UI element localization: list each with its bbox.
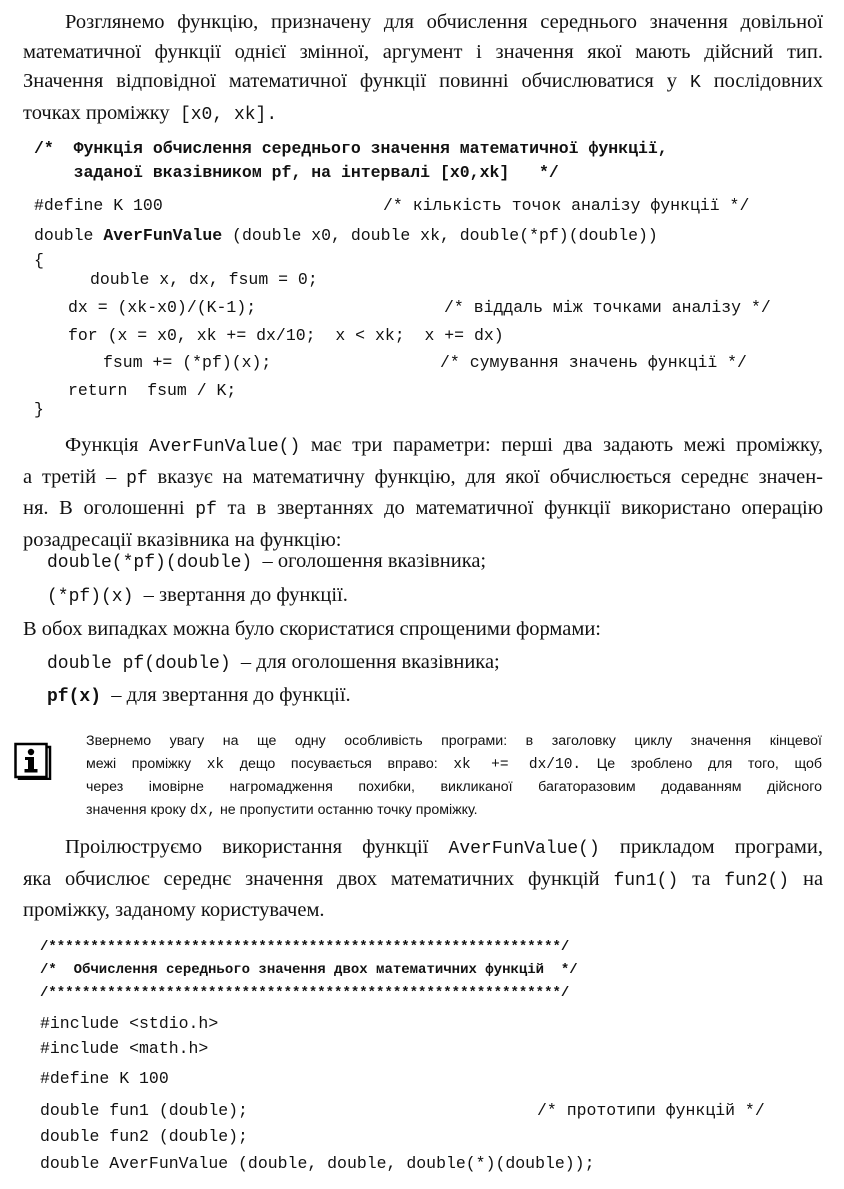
code2-proto-comment: /* прототипи функцій */ xyxy=(537,1101,765,1120)
code1-signature: double AverFunValue (double x0, double xk, double(*pf)(double)) xyxy=(34,226,658,245)
intro-line-3: Значення відповідної математичної функції повинні обчислюватися у K послідовних xyxy=(23,70,823,93)
code1-open-brace: { xyxy=(34,251,44,270)
intro-line-4: точках проміжку [x0, xk]. xyxy=(23,101,278,125)
code2-proto-fun2: double fun2 (double); xyxy=(40,1127,248,1146)
code1-line-3: for (x = x0, xk += dx/10; x < xk; x += dx) xyxy=(68,326,504,345)
note-text xyxy=(86,730,822,822)
code-interval: [x0, xk]. xyxy=(179,104,278,125)
para3-line-1: Проілюструємо використання функції AverFunValue() прикладом програми, xyxy=(65,836,823,859)
para2-line-4: розадресації вказівника на функцію: xyxy=(23,528,342,551)
code1-line-4-comment: /* сумування значень функції */ xyxy=(440,353,747,372)
code2-stars-top: /*************************************************************/ xyxy=(40,939,570,955)
code2-include-stdio: #include <stdio.h> xyxy=(40,1014,219,1033)
code2-stars-bottom: /*************************************************************/ xyxy=(40,985,570,1001)
code2-proto-aver: double AverFunValue (double, double, double(*)(double)); xyxy=(40,1154,595,1173)
para2-line-1: Функція AverFunValue() має три параметри: перші два задають межі проміжку, xyxy=(65,434,824,457)
item-simple-call: pf(x) – для звертання до функції. xyxy=(47,684,351,707)
code1-line-1: double x, dx, fsum = 0; xyxy=(90,270,318,289)
paragraph-2 xyxy=(23,431,823,555)
code1-line-4: fsum += (*pf)(x); xyxy=(103,353,272,372)
code2-title: /* Обчислення середнього значення двох математичних функцій */ xyxy=(40,962,578,978)
info-icon xyxy=(14,738,52,780)
code1-define: #define K 100 xyxy=(34,196,163,215)
note-line-1: Звернемо увагу на ще одну особливість програми: в заголовку циклу значення кінцевої xyxy=(86,733,822,749)
function-name: AverFunValue xyxy=(103,226,223,245)
item-call: (*pf)(x) – звертання до функції. xyxy=(47,584,348,607)
code1-define-comment: /* кількість точок аналізу функції */ xyxy=(383,196,750,215)
code1-close-brace: } xyxy=(34,400,44,419)
paragraph-3 xyxy=(23,833,823,926)
note-line-2: межі проміжку xk дещо посувається вправо: xk += dx/10. Це зроблено для того, щоб xyxy=(86,755,822,773)
item-simple-declaration: double pf(double) – для оголошення вказівника; xyxy=(47,651,500,674)
code1-line-2: dx = (xk-x0)/(K-1); xyxy=(68,298,257,317)
code1-line-5: return fsum / K; xyxy=(68,381,237,400)
intro-line-2: математичної функції однієї змінної, аргумент і значення якої мають дійсний тип. xyxy=(23,40,823,63)
para3-line-3: проміжку, заданому користувачем. xyxy=(23,899,325,921)
code1-comment-2: заданої вказівником pf, на інтервалі [x0,xk] */ xyxy=(34,163,559,182)
intro-paragraph xyxy=(23,8,823,130)
code1-comment-1: /* Функція обчислення середнього значення математичної функції, xyxy=(34,139,668,158)
code1-line-2-comment: /* віддаль між точками аналізу */ xyxy=(444,298,771,317)
note-line-3: через імовірне нагромадження похибки, викликаної багаторазовим додаванням дійсного xyxy=(86,779,822,795)
code2-include-math: #include <math.h> xyxy=(40,1039,209,1058)
para2-line-2: а третій – pf вказує на математичну функцію, для якої обчислюється середнє значен- xyxy=(23,465,823,489)
code2-define: #define K 100 xyxy=(40,1069,169,1088)
intro-line-1: Розглянемо функцію, призначену для обчислення середнього значення довільної xyxy=(65,11,823,33)
para3-line-2: яка обчислює середнє значення двох математичних функцій fun1() та fun2() на xyxy=(23,867,824,891)
item-declaration: double(*pf)(double) – оголошення вказівника; xyxy=(47,550,487,573)
code-k: K xyxy=(689,73,701,93)
para2-line-3: ня. В оголошенні pf та в звертаннях до математичної функції використано операцію xyxy=(23,497,824,520)
code2-proto-fun1: double fun1 (double); xyxy=(40,1101,248,1120)
note-line-4: значення кроку dx, не пропустити останню точку проміжку. xyxy=(86,801,478,819)
simpler-forms-line: В обох випадках можна було скористатися спрощеними формами: xyxy=(23,618,601,640)
